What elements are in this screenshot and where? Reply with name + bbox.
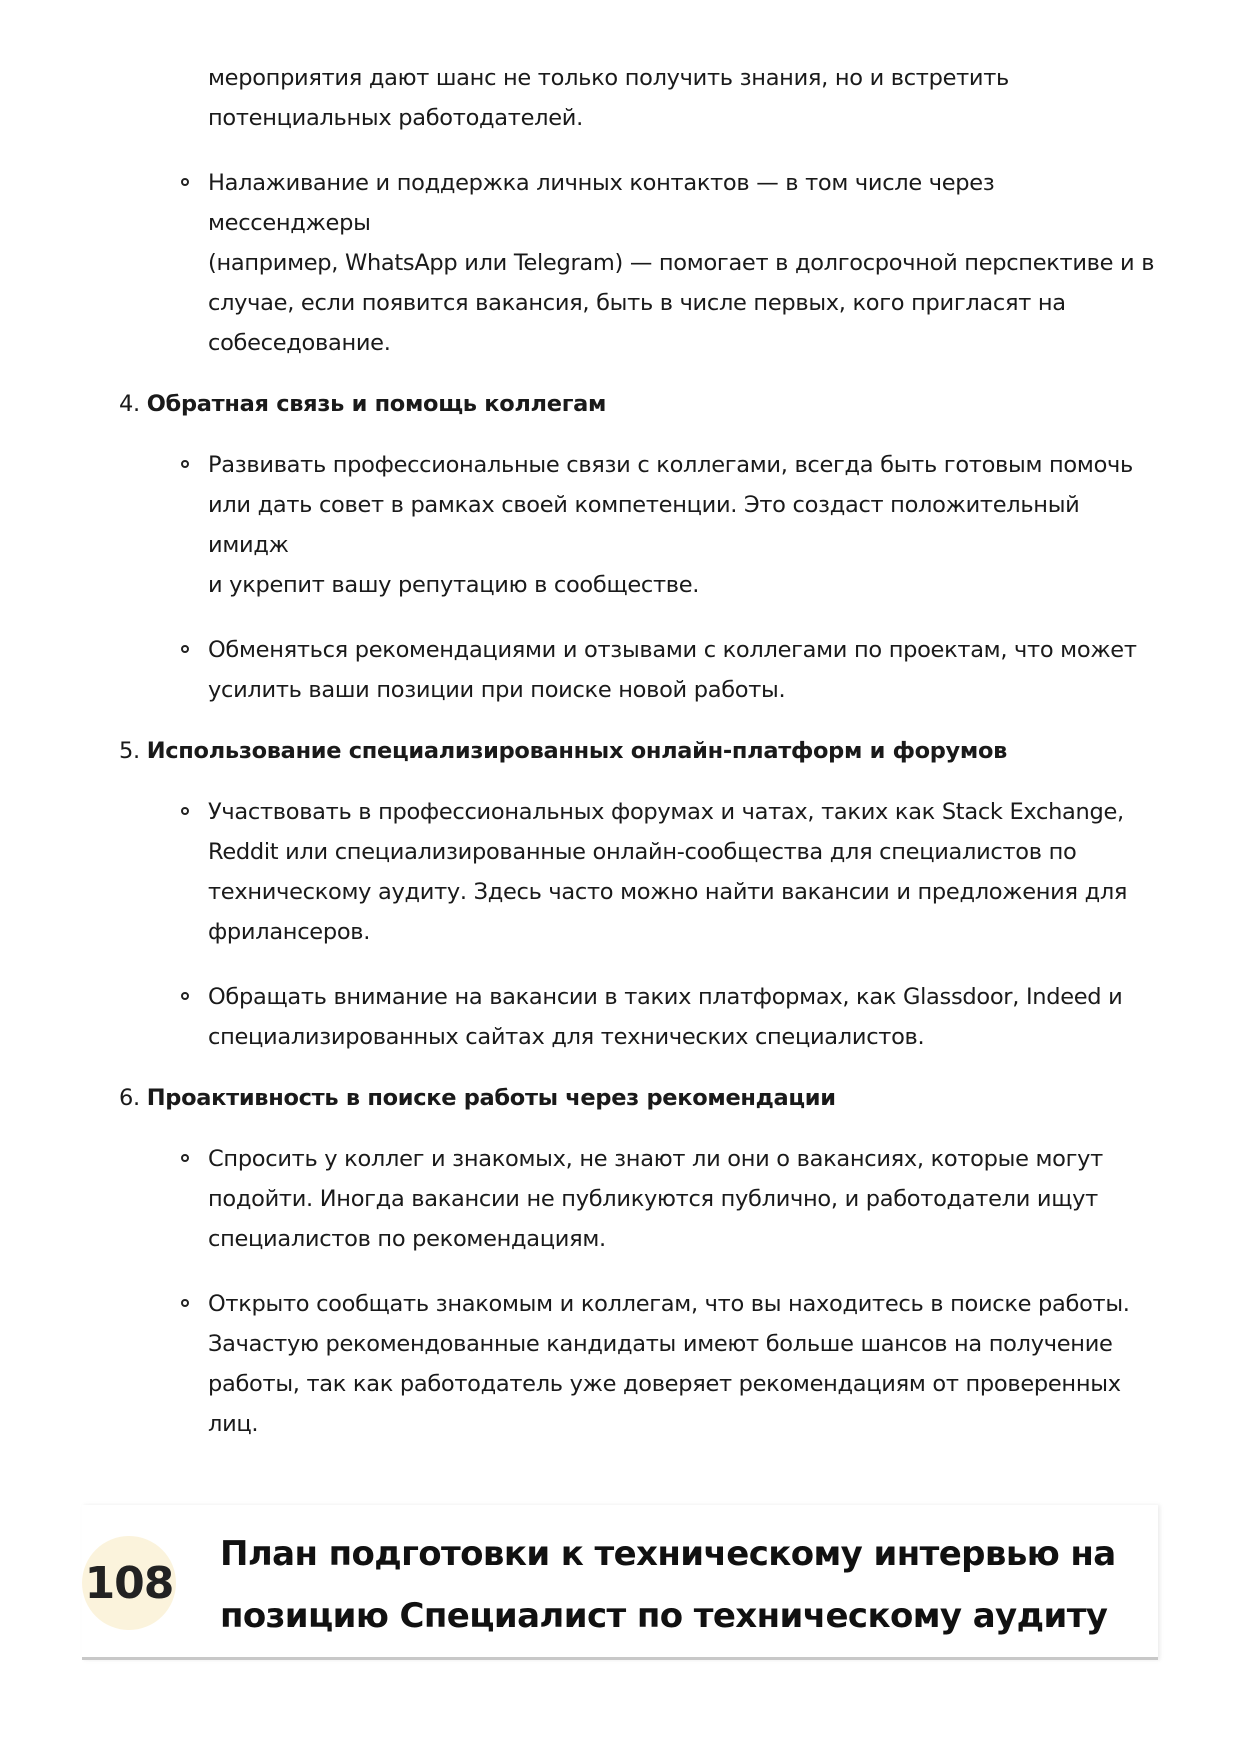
text-line: или дать совет в рамках своей компетенции. Это создаст положительный имидж bbox=[208, 492, 1080, 558]
section-heading-6 bbox=[119, 1078, 1239, 1118]
text-line: Спросить у коллег и знакомых, не знают ли они о вакансиях, которые могут bbox=[208, 1146, 1103, 1172]
intro-continuation-text bbox=[208, 58, 1158, 138]
text-line: (например, WhatsApp или Telegram) — помогает в долгосрочной перспективе и в bbox=[208, 250, 1155, 276]
text-line: мероприятия дают шанс не только получить знания, но и встретить bbox=[208, 65, 1010, 91]
text-line: Зачастую рекомендованные кандидаты имеют больше шансов на получение bbox=[208, 1331, 1113, 1357]
page-content bbox=[0, 58, 1239, 1444]
section-number: 6. bbox=[119, 1085, 140, 1111]
list-item-bullet bbox=[208, 163, 1158, 363]
text-line: Обращать внимание на вакансии в таких платформах, как Glassdoor, Indeed и bbox=[208, 984, 1123, 1010]
section-title: Обратная связь и помощь коллегам bbox=[146, 391, 607, 417]
chapter-number-badge: 108 bbox=[82, 1536, 176, 1630]
list-item-bullet bbox=[208, 445, 1158, 605]
text-line: Открыто сообщать знакомым и коллегам, что вы находитесь в поиске работы. bbox=[208, 1291, 1130, 1317]
list-item-bullet bbox=[208, 977, 1158, 1057]
text-line: Reddit или специализированные онлайн-сообщества для специалистов по bbox=[208, 839, 1077, 865]
text-line: случае, если появится вакансия, быть в числе первых, кого пригласят на bbox=[208, 290, 1066, 316]
text-line: Развивать профессиональные связи с коллегами, всегда быть готовым помочь bbox=[208, 452, 1133, 478]
text-line: работы, так как работодатель уже доверяет рекомендациям от проверенных лиц. bbox=[208, 1371, 1121, 1437]
text-line: фрилансеров. bbox=[208, 919, 371, 945]
list-item-bullet bbox=[208, 630, 1158, 710]
chapter-title-line: позицию Специалист по техническому аудиту bbox=[220, 1596, 1108, 1636]
text-line: Участвовать в профессиональных форумах и чатах, таких как Stack Exchange, bbox=[208, 799, 1124, 825]
section-number: 4. bbox=[119, 391, 140, 417]
text-line: Налаживание и поддержка личных контактов — в том числе через мессенджеры bbox=[208, 170, 995, 236]
text-line: потенциальных работодателей. bbox=[208, 105, 583, 131]
text-line: специализированных сайтах для технических специалистов. bbox=[208, 1024, 925, 1050]
chapter-title bbox=[220, 1523, 1140, 1647]
section-title: Использование специализированных онлайн-платформ и форумов bbox=[146, 738, 1008, 764]
text-line: Обменяться рекомендациями и отзывами с коллегами по проектам, что может bbox=[208, 637, 1137, 663]
section-title: Проактивность в поиске работы через рекомендации bbox=[146, 1085, 836, 1111]
list-item-bullet bbox=[208, 792, 1158, 952]
chapter-title-line: План подготовки к техническому интервью на bbox=[220, 1534, 1116, 1574]
text-line: и укрепит вашу репутацию в сообществе. bbox=[208, 572, 700, 598]
text-line: собеседование. bbox=[208, 330, 391, 356]
text-line: подойти. Иногда вакансии не публикуются публично, и работодатели ищут bbox=[208, 1186, 1098, 1212]
section-number: 5. bbox=[119, 738, 140, 764]
text-line: усилить ваши позиции при поиске новой работы. bbox=[208, 677, 786, 703]
section-heading-5 bbox=[119, 731, 1239, 771]
section-heading-4 bbox=[119, 384, 1239, 424]
text-line: специалистов по рекомендациям. bbox=[208, 1226, 606, 1252]
chapter-heading bbox=[82, 1505, 1158, 1660]
list-item-bullet bbox=[208, 1139, 1158, 1259]
list-item-bullet bbox=[208, 1284, 1158, 1444]
text-line: техническому аудиту. Здесь часто можно найти вакансии и предложения для bbox=[208, 879, 1128, 905]
